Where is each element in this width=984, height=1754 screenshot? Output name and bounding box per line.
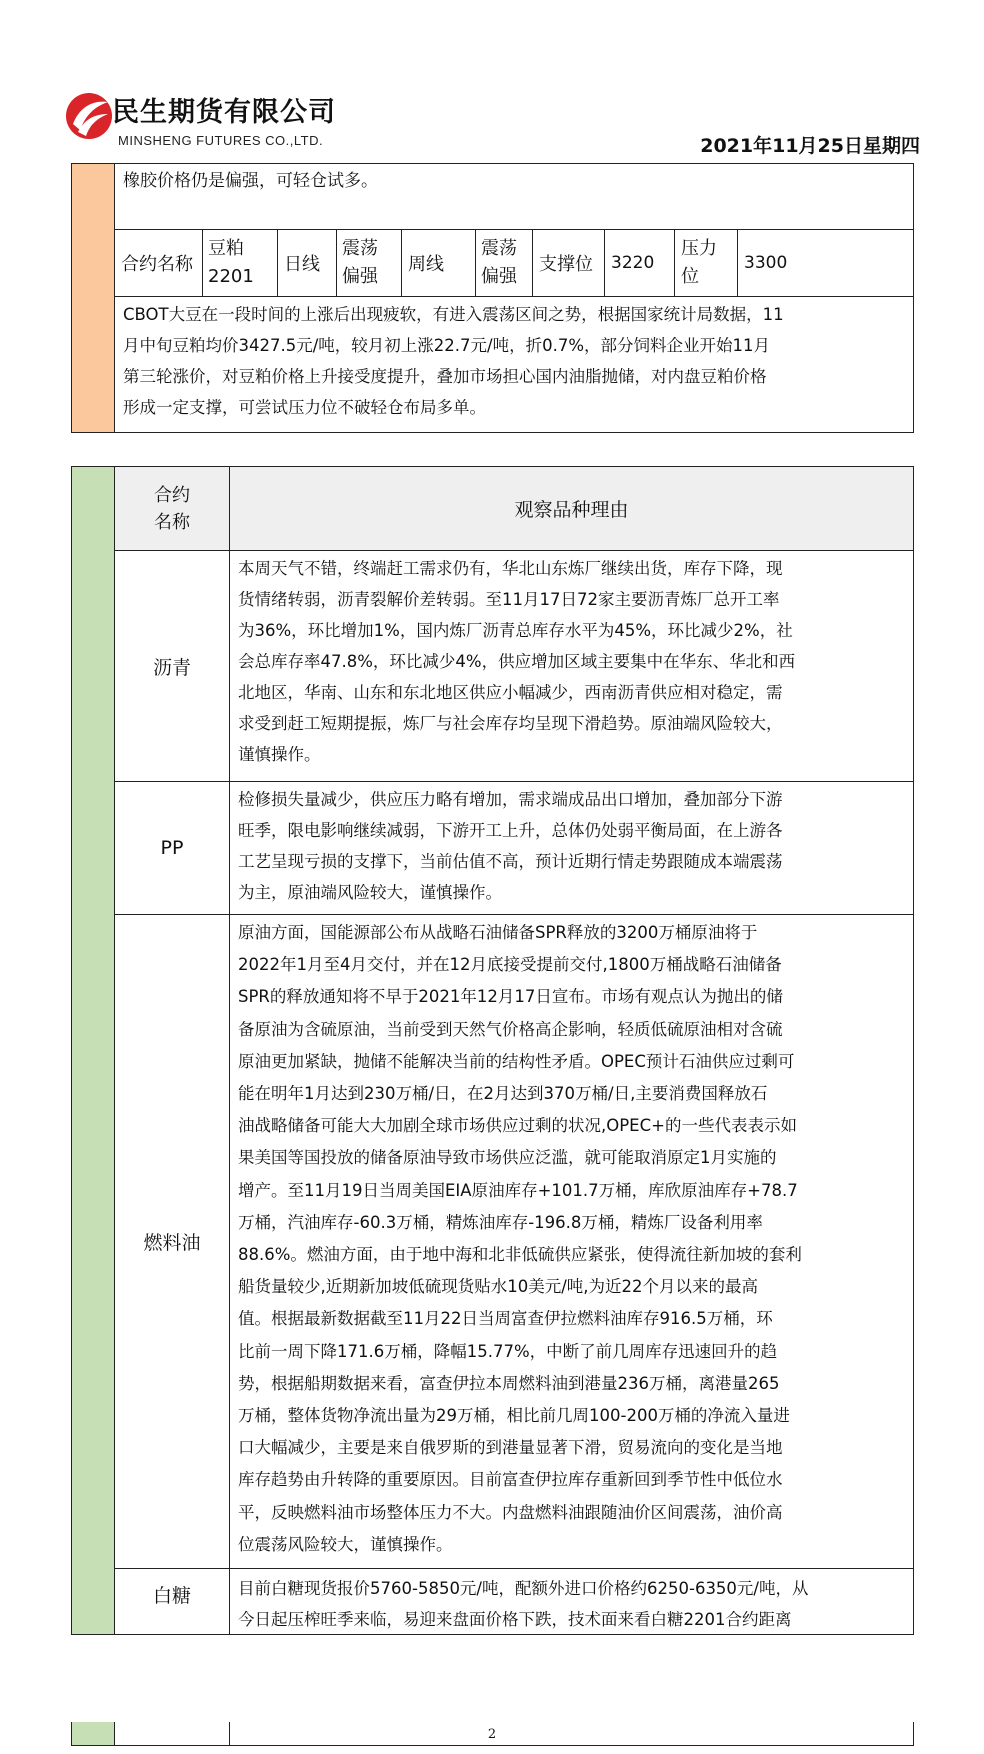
- daily-value: 震荡偏强: [342, 238, 378, 287]
- body-line: 万桶，整体货物净流出量为29万桶，相比前几周100-200万桶的净流入量进: [238, 1406, 790, 1426]
- page-bottom-margin: [60, 1634, 930, 1722]
- weekly-value: 震荡偏强: [481, 238, 517, 287]
- soymeal-analysis-cell: [114, 296, 914, 433]
- report-date: 2021年11月25日星期四: [700, 135, 920, 157]
- body-line: 果美国等国投放的储备原油导致市场供应泛滥，就可能取消原定1月实施的: [238, 1148, 777, 1168]
- body-line: 值。根据最新数据截至11月22日当周富查伊拉燃料油库存916.5万桶，环: [238, 1309, 773, 1329]
- company-name-en: MINSHENG FUTURES CO.,LTD.: [118, 133, 324, 148]
- body-line: 本周天气不错，终端赶工需求仍有，华北山东炼厂继续出货，库存下降，现: [238, 559, 783, 578]
- body-line: 求受到赶工短期提振，炼厂与社会库存均呈现下滑趋势。原油端风险较大，: [238, 714, 783, 733]
- body-line: 船货量较少,近期新加坡低硫现货贴水10美元/吨,为近22个月以来的最高: [238, 1277, 759, 1297]
- contract-value: 豆粕2201: [208, 238, 254, 287]
- header-reason-text: 观察品种理由: [514, 499, 629, 521]
- pressure-cell: [737, 229, 914, 297]
- label-support-cell: [532, 229, 605, 297]
- label-weekly: 周线: [408, 254, 444, 275]
- paragraph-line: 第三轮涨价，对豆粕价格上升接受度提升，叠加市场担心国内油脂抛储，对内盘豆粕价格: [123, 367, 767, 386]
- body-line: 备原油为含硫原油，当前受到天然气价格高企影响，轻质低硫原油相对含硫: [238, 1019, 783, 1039]
- header-reason: [229, 466, 914, 551]
- label-contract: 合约名称: [121, 254, 193, 275]
- body-line: 工艺呈现亏损的支撑下，当前估值不高，预计近期行情走势跟随成本端震荡: [238, 852, 783, 871]
- body-line: 原油方面，国能源部公布从战略石油储备SPR释放的3200万桶原油将于: [238, 923, 758, 942]
- body-line: 为主，原油端风险较大，谨慎操作。: [238, 883, 502, 902]
- paragraph-line: CBOT大豆在一段时间的上涨后出现疲软，有进入震荡区间之势，根据国家统计局数据，11: [123, 305, 784, 324]
- contract-cell: [202, 229, 278, 297]
- body-line: 比前一周下降171.6万桶，降幅15.77%，中断了前几周库存迅速回升的趋: [238, 1341, 778, 1361]
- body-line: 北地区，华南、山东和东北地区供应小幅减少，西南沥青供应相对稳定，需: [238, 683, 783, 702]
- paragraph-line: 形成一定支撑，可尝试压力位不破轻仓布局多单。: [123, 398, 486, 417]
- label-daily-cell: [277, 229, 337, 297]
- header-contract-line1: 合约: [154, 484, 190, 506]
- label-contract-cell: [114, 229, 203, 297]
- header-contract-line2: 名称: [154, 511, 190, 533]
- row-asphalt-name-cell: [114, 550, 230, 782]
- label-daily: 日线: [284, 254, 320, 275]
- support-value: 3220: [611, 253, 655, 273]
- body-line: 今日起压榨旺季来临，易迎来盘面价格下跌，技术面来看白糖2201合约距离: [238, 1610, 792, 1629]
- page-number: 2: [487, 1727, 497, 1742]
- daily-cell: [336, 229, 402, 297]
- commodity-name: PP: [160, 837, 184, 859]
- rubber-continuation-cell: [114, 163, 914, 230]
- body-line: 旺季，限电影响继续减弱，下游开工上升，总体仍处弱平衡局面，在上游各: [238, 821, 783, 840]
- row-pp-name-cell: [114, 781, 230, 915]
- row-fuel-oil-body: [229, 914, 914, 1569]
- company-logo-icon: [64, 90, 114, 142]
- body-line: 货情绪转弱，沥青裂解价差转弱。至11月17日72家主要沥青炼厂总开工率: [238, 590, 780, 609]
- body-line: 万桶，汽油库存-60.3万桶，精炼油库存-196.8万桶，精炼厂设备利用率: [238, 1212, 763, 1232]
- table-bottom-border: [71, 1634, 914, 1635]
- paragraph-line: 月中旬豆粕均价3427.5元/吨，较月初上涨22.7元/吨，折0.7%，部分饲料企业开始11月: [123, 336, 771, 355]
- label-support: 支撑位: [539, 254, 593, 275]
- soymeal-analysis-text: [115, 297, 913, 425]
- body-line: 库存趋势由升转降的重要原因。目前富查伊拉库存重新回到季节性中低位水: [238, 1470, 783, 1490]
- support-cell: [604, 229, 675, 297]
- commodity-name: 沥青: [152, 656, 191, 679]
- pressure-value: 3300: [744, 253, 788, 273]
- label-pressure-cell: [674, 229, 738, 297]
- body-line: 88.6%。燃油方面，由于地中海和北非低硫供应紧张，使得流往新加坡的套利: [238, 1245, 802, 1265]
- body-line: 谨慎操作。: [238, 745, 321, 764]
- body-line: 会总库存率47.8%，环比减少4%，供应增加区域主要集中在华东、华北和西: [238, 652, 796, 671]
- body-line: 2022年1月至4月交付，并在12月底接受提前交付,1800万桶战略石油储备: [238, 955, 782, 975]
- body-line: 能在明年1月达到230万桶/日，在2月达到370万桶/日,主要消费国释放石: [238, 1084, 768, 1104]
- body-line: 增产。至11月19日当周美国EIA原油库存+101.7万桶，库欣原油库存+78.7: [238, 1180, 798, 1200]
- rubber-continuation-text: 橡胶价格仍是偏强，可轻仓试多。: [123, 171, 378, 191]
- company-name-cn: 民生期货有限公司: [112, 97, 336, 128]
- header-contract-name: [114, 466, 230, 551]
- body-line: 检修损失量减少，供应压力略有增加，需求端成品出口增加，叠加部分下游: [238, 790, 783, 809]
- body-line: SPR的释放通知将不早于2021年12月17日宣布。市场有观点认为抛出的储: [238, 987, 783, 1007]
- body-line: 原油更加紧缺，抛储不能解决当前的结构性矛盾。OPEC预计石油供应过剩可: [238, 1051, 795, 1071]
- row-asphalt-body: [229, 550, 914, 782]
- body-line: 平，反映燃料油市场整体压力不大。内盘燃料油跟随油价区间震荡，油价高: [238, 1502, 783, 1522]
- body-line: 口大幅减少，主要是来自俄罗斯的到港量显著下滑，贸易流向的变化是当地: [238, 1438, 783, 1458]
- section-color-bar-orange: [71, 163, 115, 433]
- body-line: 目前白糖现货报价5760-5850元/吨，配额外进口价格约6250-6350元/吨，从: [238, 1579, 809, 1598]
- label-weekly-cell: [401, 229, 476, 297]
- row-pp-body: [229, 781, 914, 915]
- row-fuel-oil-name-cell: [114, 914, 230, 1569]
- body-line: 油战略储备可能大大加剧全球市场供应过剩的状况,OPEC+的一些代表表示如: [238, 1116, 797, 1136]
- commodity-name: 燃料油: [143, 1232, 201, 1254]
- label-pressure: 压力位: [681, 238, 717, 287]
- body-line: 位震荡风险较大，谨慎操作。: [238, 1534, 453, 1554]
- weekly-cell: [475, 229, 533, 297]
- section-color-bar-green: [71, 466, 115, 1746]
- body-line: 势，根据船期数据来看，富查伊拉本周燃料油到港量236万桶，离港量265: [238, 1373, 780, 1393]
- commodity-name: 白糖: [152, 1585, 191, 1607]
- body-line: 为36%，环比增加1%，国内炼厂沥青总库存水平为45%，环比减少2%，社: [238, 621, 793, 640]
